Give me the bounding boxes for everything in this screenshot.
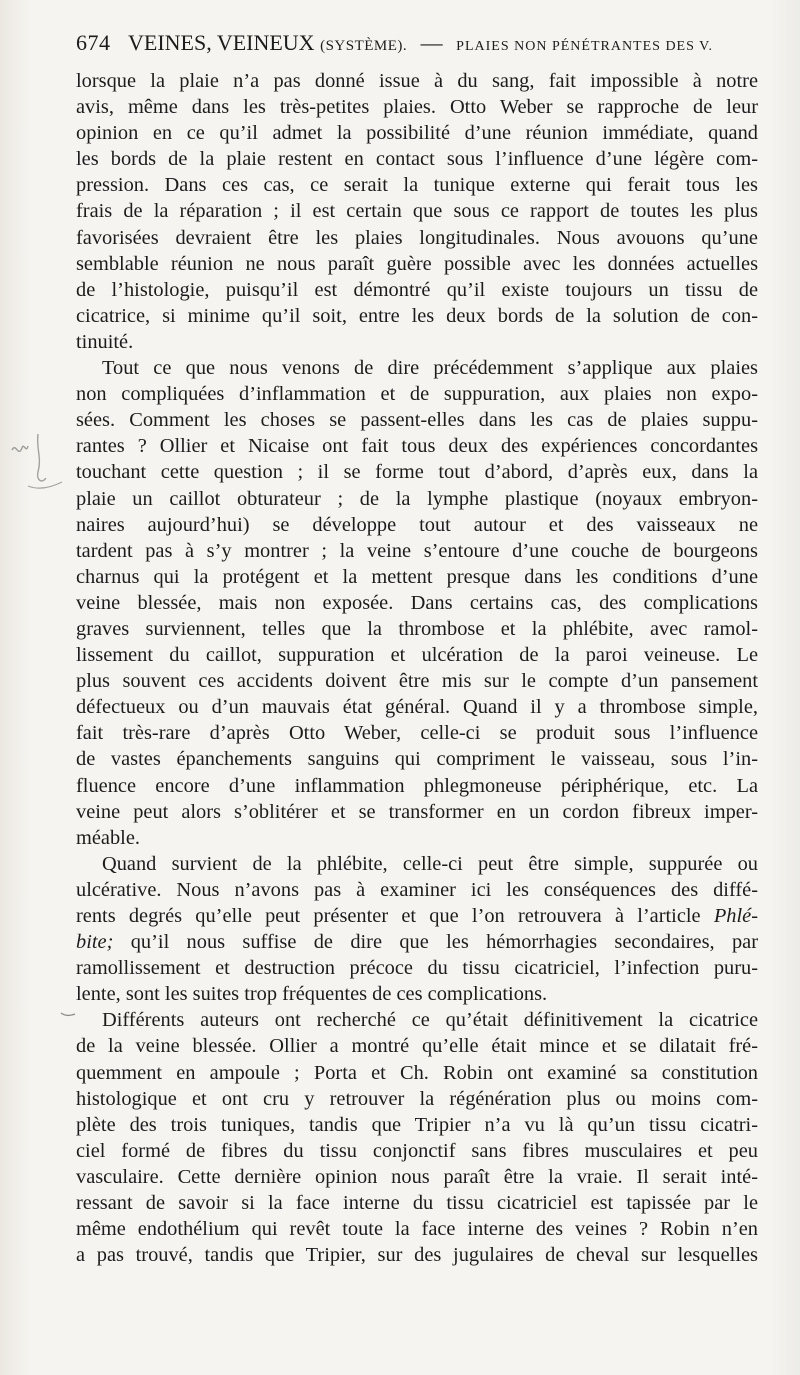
handwritten-margin-mark-icon [8, 428, 64, 498]
text-line [76, 486, 758, 512]
text-line-content: plaie un caillot obturateur ; de la lymphe plastique (noyaux embryon- [76, 487, 758, 510]
text-line [76, 903, 758, 929]
text-line [76, 1033, 758, 1059]
text-line [76, 1216, 758, 1242]
text-line-content: pression. Dans ces cas, ce serait la tunique externe qui ferait tous les [76, 174, 758, 197]
text-line-content: les bords de la plaie restent en contact sous l’influence d’une légère com- [76, 148, 758, 171]
text-line [76, 381, 758, 407]
text-line-content: Tout ce que nous venons de dire précédemment s’applique aux plaies [102, 357, 758, 380]
text-line-content: rents degrés qu’elle peut présenter et que l’on retrouvera à l’article [76, 905, 701, 927]
text-line [76, 407, 758, 433]
text-line-content: Quand survient de la phlébite, celle-ci peut être simple, suppurée ou [102, 852, 758, 875]
text-line-content: histologique et ont cru y retrouver la régénération plus ou moins com- [76, 1087, 758, 1110]
text-line-content: charnus qui la protégent et la mettent presque dans les conditions d’une [76, 565, 758, 588]
text-line-content: lissement du caillot, suppuration et ulcération de la paroi veineuse. Le [76, 644, 758, 667]
text-line [76, 512, 758, 538]
text-line-content: défectueux ou d’un mauvais état général. Quand il y a thrombose simple, [76, 696, 758, 719]
header-running-title: PLAIES NON PÉNÉTRANTES DES V. [456, 39, 713, 54]
text-line-content: ressant de savoir si la face interne du tissu cicatriciel est tapissée par le [76, 1192, 758, 1215]
text-line-content: ramollissement et destruction précoce du tissu cicatriciel, l’infection puru- [76, 957, 758, 980]
text-line-content: avis, même dans les très-petites plaies. Otto Weber se rapproche de leur [76, 96, 758, 119]
text-line [76, 303, 758, 329]
header-title: VEINES, VEINEUX [128, 30, 315, 55]
text-line [76, 251, 758, 277]
running-header [76, 30, 766, 62]
text-line [76, 590, 758, 616]
text-line [76, 277, 758, 303]
text-line [76, 1242, 758, 1268]
text-line [76, 1138, 758, 1164]
text-line [76, 668, 758, 694]
text-line [76, 1007, 758, 1033]
text-line [76, 225, 758, 251]
margin-dash-mark-icon [60, 1010, 76, 1018]
text-line-content: tinuité. [76, 330, 134, 353]
text-line-content: tardent pas à s’y montrer ; la veine s’entoure d’une couche de bourgeons [76, 539, 758, 562]
text-line-content: ciel formé de fibres du tissu conjonctif sans fibres musculaires et peu [76, 1139, 758, 1162]
text-line [76, 433, 758, 459]
text-line-content: opinion en ce qu’il admet la possibilité d’une réunion immédiate, quand [76, 122, 758, 145]
text-line-content: qu’il nous suffise de dire que les hémorrhagies secondaires, par [130, 931, 758, 954]
text-line-content: vasculaire. Cette dernière opinion nous paraît être la vraie. Il serait inté- [76, 1165, 758, 1188]
text-line [76, 746, 758, 772]
text-line [76, 120, 758, 146]
text-line-content: veine peut alors s’oblitérer et se transformer en un cordon fibreux imper- [76, 800, 758, 823]
text-line [76, 1164, 758, 1190]
italic-text: bite; [76, 931, 114, 954]
text-line [76, 877, 758, 903]
text-line-content: a pas trouvé, tandis que Tripier, sur des jugulaires de cheval sur lesquelles [76, 1244, 758, 1267]
text-line [76, 538, 758, 564]
text-line-content: non compliquées d’inflammation et de suppuration, aux plaies non expo- [76, 383, 758, 406]
text-line [76, 355, 758, 381]
text-line-content: ulcérative. Nous n’avons pas à examiner ici les conséquences des diffé- [76, 878, 758, 901]
text-line [76, 694, 758, 720]
text-line [76, 799, 758, 825]
text-line [76, 720, 758, 746]
text-line [76, 459, 758, 485]
header-title-paren: (SYSTÈME). [320, 38, 408, 54]
text-line [76, 773, 758, 799]
text-line [76, 564, 758, 590]
text-line-content: semblable réunion ne nous paraît guère possible avec les données actuelles [76, 252, 758, 275]
text-line-content: même endothélium qui revêt toute la face interne des veines ? Robin n’en [76, 1218, 758, 1241]
text-line-content: veine blessée, mais non exposée. Dans certains cas, des complications [76, 591, 758, 614]
text-line-content: fluence encore d’une inflammation phlegmoneuse périphérique, etc. La [76, 774, 758, 797]
text-line-content: de l’histologie, puisqu’il est démontré qu’il existe toujours un tissu de [76, 278, 758, 301]
text-line [76, 929, 758, 955]
text-line [76, 955, 758, 981]
text-line-content: lente, sont les suites trop fréquentes de ces complications. [76, 983, 548, 1006]
text-line-content: plus souvent ces accidents doivent être mis sur le compte d’un pansement [76, 670, 758, 693]
text-line-content: touchant cette question ; il se forme tout d’abord, d’après eux, dans la [76, 461, 758, 484]
text-line-content: naires aujourd’hui) se développe tout autour et des vaisseaux ne [76, 513, 758, 536]
text-line [76, 1060, 758, 1086]
text-line [76, 616, 758, 642]
text-line-content: frais de la réparation ; il est certain que sous ce rapport de toutes les plus [76, 200, 758, 223]
text-line [76, 146, 758, 172]
text-line-content: cicatrice, si minime qu’il soit, entre les deux bords de la solution de con- [76, 304, 758, 327]
text-line-content: favorisées devraient être les plaies longitudinales. Nous avouons qu’une [76, 226, 758, 249]
text-line [76, 198, 758, 224]
text-line-content: fait très-rare d’après Otto Weber, celle-ci se produit sous l’influence [76, 722, 758, 745]
text-line [76, 1086, 758, 1112]
text-line [76, 68, 758, 94]
text-line [76, 642, 758, 668]
text-line-content: sées. Comment les choses se passent-elles dans les cas de plaies suppu- [76, 409, 758, 432]
text-line-content: rantes ? Ollier et Nicaise ont fait tous deux des expériences concordantes [76, 435, 758, 458]
text-line [76, 851, 758, 877]
body-text [76, 68, 758, 1268]
text-line [76, 1112, 758, 1138]
page-number: 674 [76, 30, 111, 55]
italic-text: Phlé- [713, 905, 758, 927]
text-line [76, 94, 758, 120]
text-line [76, 825, 758, 851]
text-line-content: lorsque la plaie n’a pas donné issue à du sang, fait impossible à notre [76, 70, 758, 92]
text-line-content: de vastes épanchements sanguins qui compriment le vaisseau, sous l’in- [76, 748, 758, 771]
header-separator: — [420, 30, 443, 55]
text-line [76, 172, 758, 198]
text-line [76, 1190, 758, 1216]
text-line-content: Différents auteurs ont recherché ce qu’était définitivement la cicatrice [102, 1009, 758, 1032]
text-line-content: méable. [76, 826, 140, 849]
text-line [76, 329, 758, 355]
text-line [76, 981, 758, 1007]
text-line-content: quemment en ampoule ; Porta et Ch. Robin ont examiné sa constitution [76, 1061, 758, 1084]
text-line-content: graves surviennent, telles que la thrombose et la phlébite, avec ramol- [76, 617, 758, 640]
text-line-content: plète des trois tuniques, tandis que Tripier n’a vu là qu’un tissu cicatri- [76, 1113, 758, 1136]
text-line-content: de la veine blessée. Ollier a montré qu’elle était mince et se dilatait fré- [76, 1035, 758, 1058]
